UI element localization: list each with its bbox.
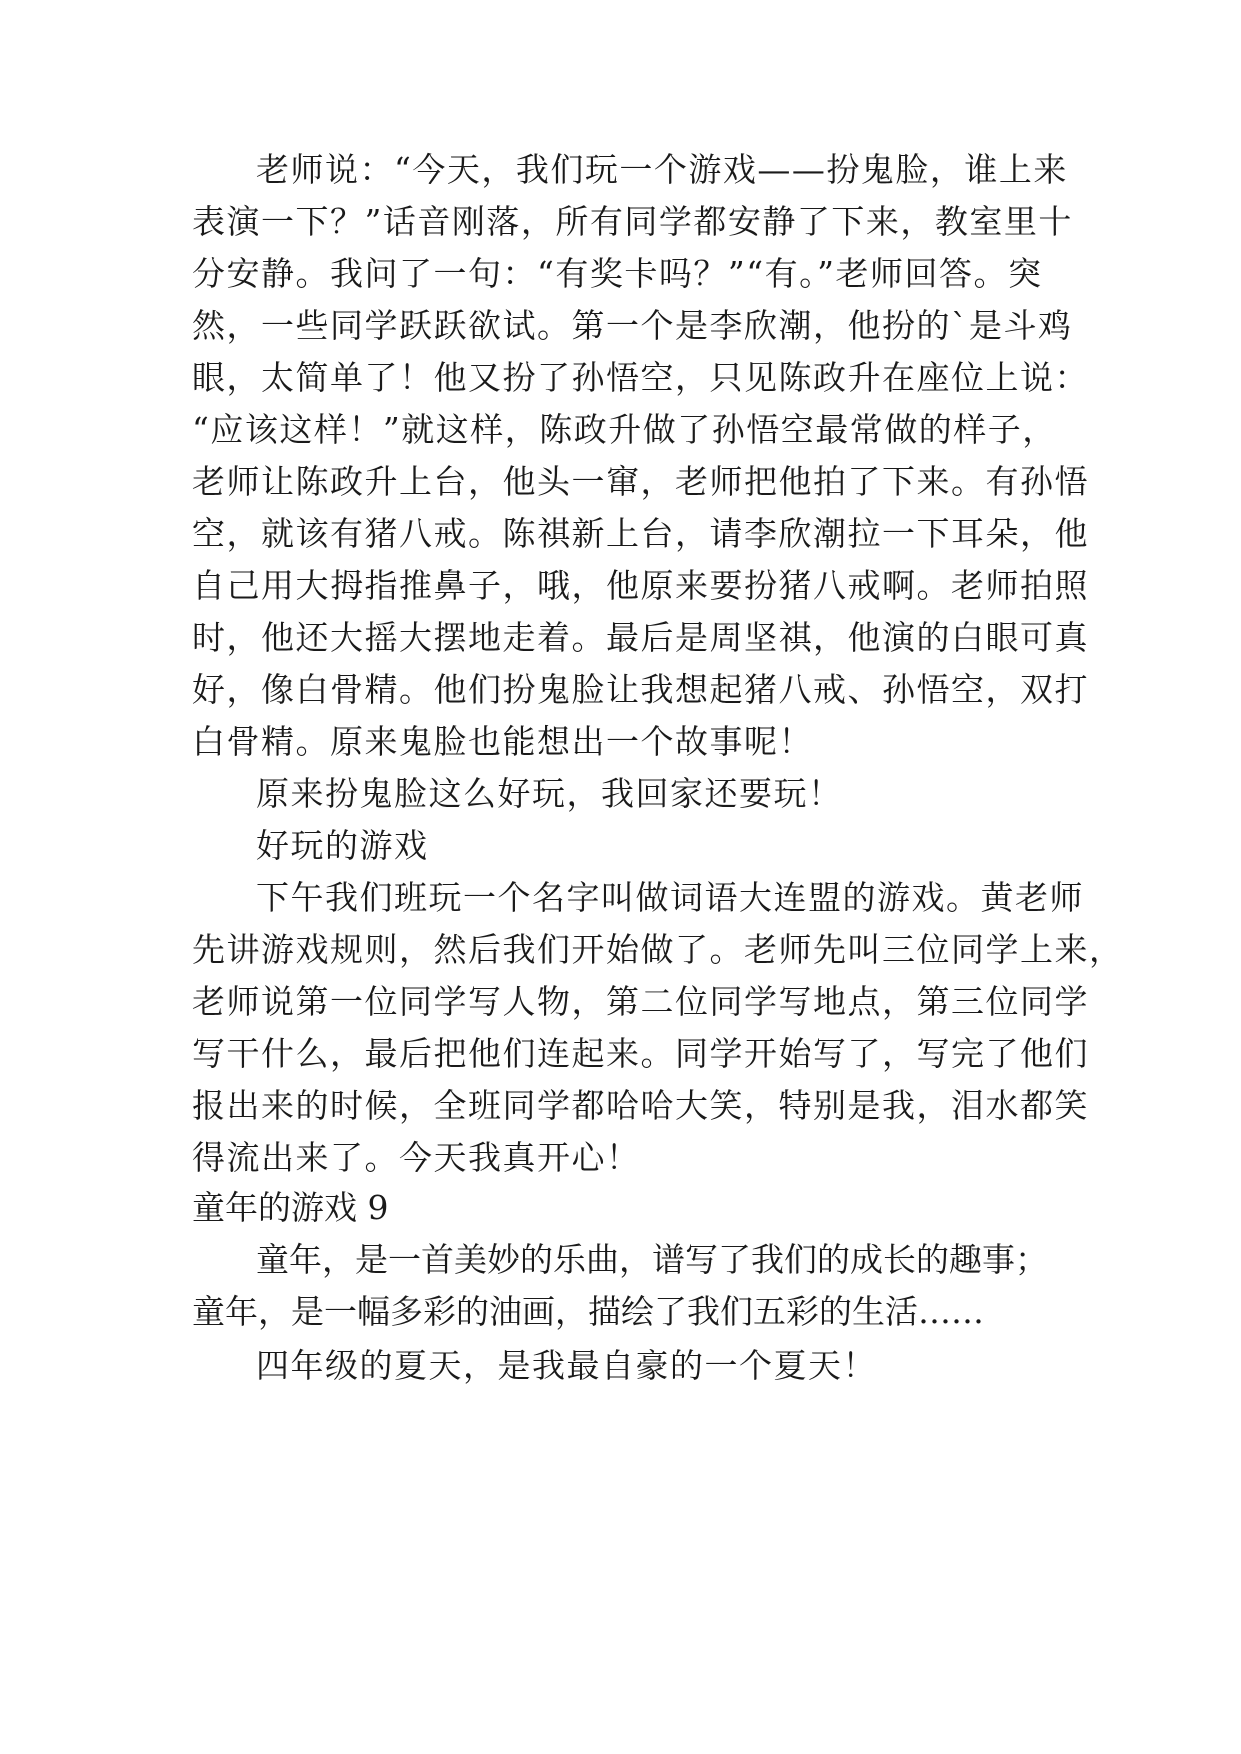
- section-title: 好玩的游戏: [256, 826, 429, 865]
- paragraph-line: 表演一下？”话音刚落，所有同学都安静了下来，教室里十: [192, 202, 1073, 241]
- paragraph-line: 下午我们班玩一个名字叫做词语大连盟的游戏。黄老师: [256, 878, 1084, 917]
- paragraph-line: 然，一些同学跃跃欲试。第一个是李欣潮，他扮的`是斗鸡: [192, 306, 1073, 345]
- paragraph-line: 老师让陈政升上台，他头一窜，老师把他拍了下来。有孙悟: [192, 462, 1089, 501]
- paragraph-closing: 四年级的夏天，是我最自豪的一个夏天！: [256, 1346, 877, 1385]
- paragraph-line: 空，就该有猪八戒。陈祺新上台，请李欣潮拉一下耳朵，他: [192, 514, 1089, 553]
- paragraph-line: 报出来的时候，全班同学都哈哈大笑，特别是我，泪水都笑: [192, 1086, 1089, 1125]
- paragraph-line: 童年，是一幅多彩的油画，描绘了我们五彩的生活……: [192, 1292, 984, 1331]
- paragraph-line: “应该这样！”就这样，陈政升做了孙悟空最常做的样子，: [192, 410, 1057, 449]
- paragraph-line: 童年，是一首美妙的乐曲，谱写了我们的成长的趣事；: [256, 1240, 1048, 1279]
- paragraph-line: 自己用大拇指推鼻子，哦，他原来要扮猪八戒啊。老师拍照: [192, 566, 1089, 605]
- paragraph-line: 分安静。我问了一句：“有奖卡吗？”“有。”老师回答。突: [192, 254, 1043, 293]
- paragraph-line: 得流出来了。今天我真开心！: [192, 1138, 641, 1177]
- paragraph-line: 时，他还大摇大摆地走着。最后是周坚祺，他演的白眼可真: [192, 618, 1089, 657]
- paragraph-line: 老师说：“今天，我们玩一个游戏——扮鬼脸，谁上来: [256, 150, 1068, 189]
- paragraph-line: 先讲游戏规则，然后我们开始做了。老师先叫三位同学上来，: [192, 930, 1124, 969]
- paragraph-line: 写干什么，最后把他们连起来。同学开始写了，写完了他们: [192, 1034, 1089, 1073]
- paragraph-line: 眼，太简单了！他又扮了孙悟空，只见陈政升在座位上说：: [192, 358, 1089, 397]
- section-heading: 童年的游戏 9: [192, 1188, 389, 1227]
- paragraph-closing: 原来扮鬼脸这么好玩，我回家还要玩！: [256, 774, 843, 813]
- paragraph-line: 好，像白骨精。他们扮鬼脸让我想起猪八戒、孙悟空，双打: [192, 670, 1089, 709]
- paragraph-line: 白骨精。原来鬼脸也能想出一个故事呢！: [192, 722, 813, 761]
- paragraph-line: 老师说第一位同学写人物，第二位同学写地点，第三位同学: [192, 982, 1089, 1021]
